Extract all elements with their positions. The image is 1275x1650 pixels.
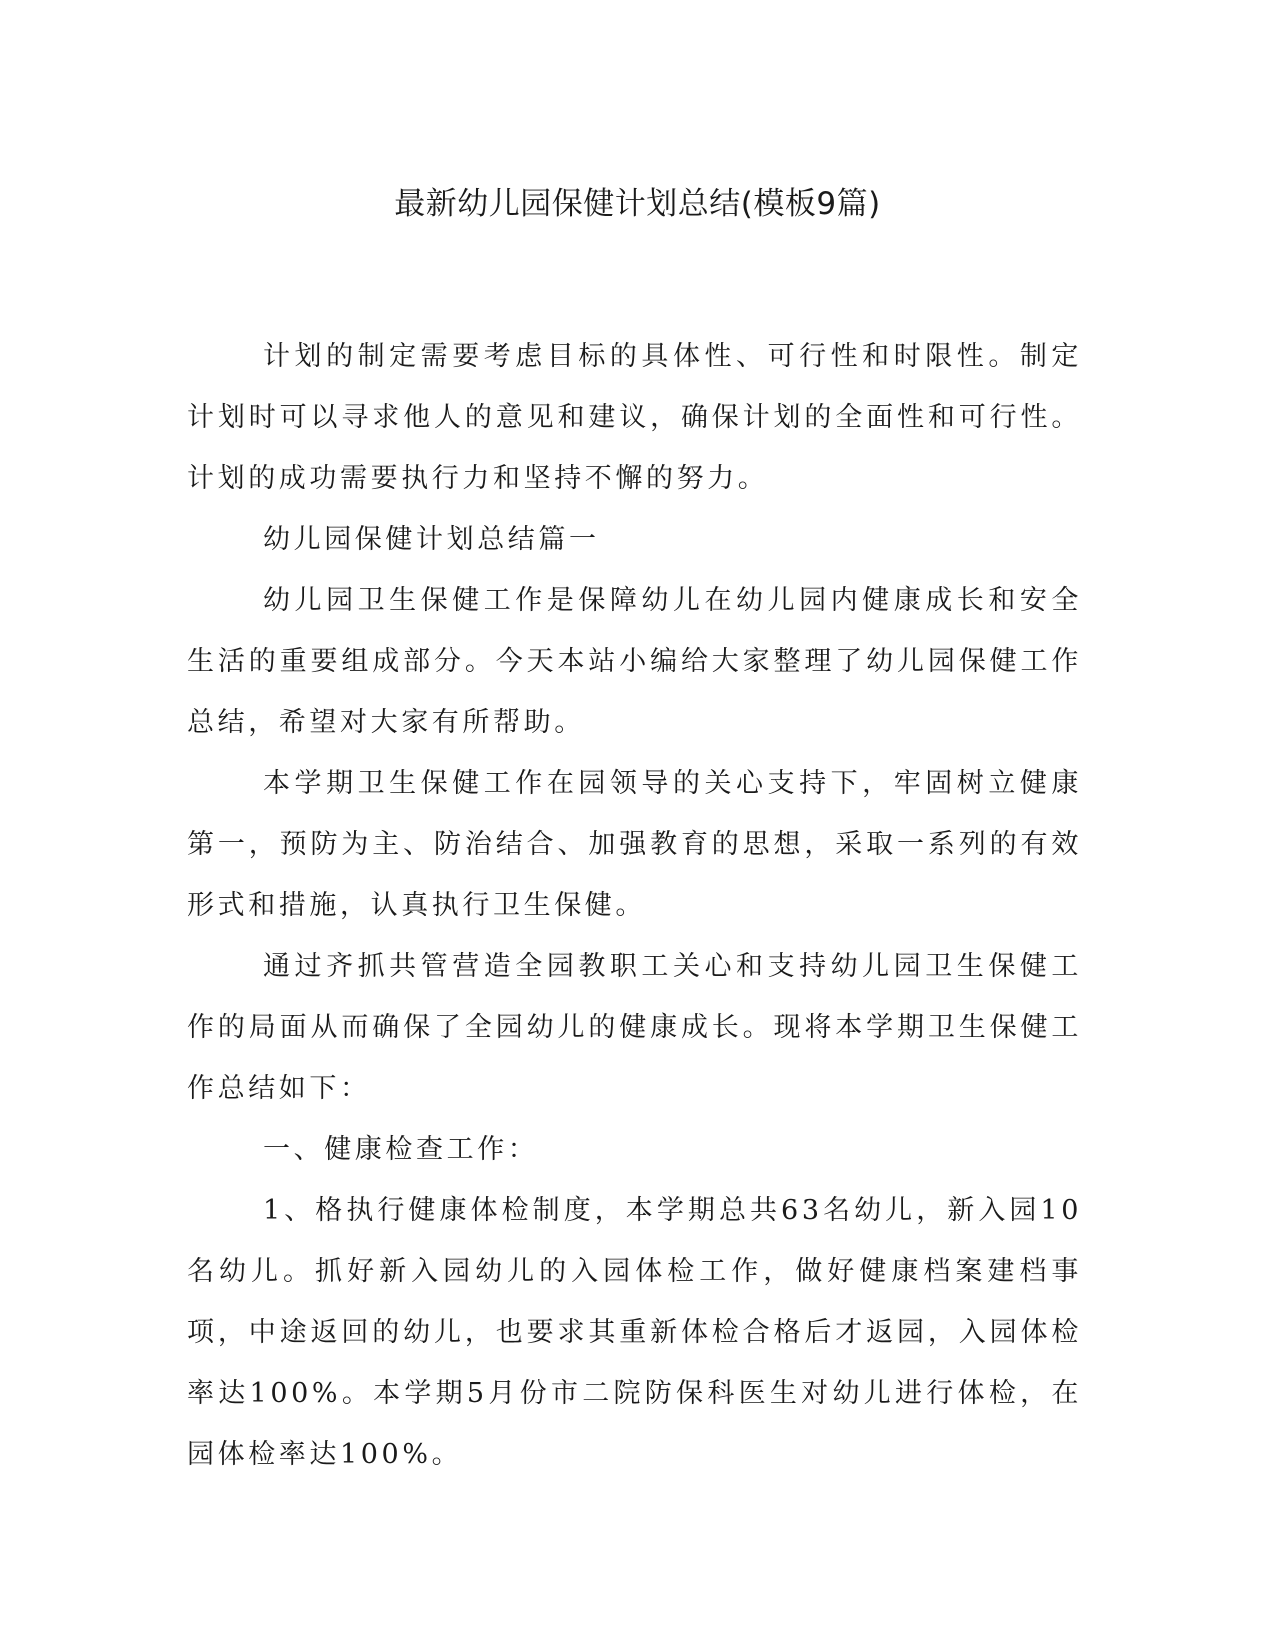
paragraph: 通过齐抓共管营造全园教职工关心和支持幼儿园卫生保健工作的局面从而确保了全园幼儿的健康成长。现将本学期卫生保健工作总结如下： <box>187 951 1082 1104</box>
section-heading-part-one: 幼儿园保健计划总结篇一 <box>263 524 600 555</box>
paragraph-item-1: 1、格执行健康体检制度，本学期总共63名幼儿，新入园10名幼儿。抓好新入园幼儿的入园体检工作，做好健康档案建档事项，中途返回的幼儿，也要求其重新体检合格后才返园，入园体检率达100%。本学期5月份市二院防保科医生对幼儿进行体检，在园体检率达100%。 <box>187 1195 1082 1470</box>
document-body <box>187 326 1082 1485</box>
paragraph: 本学期卫生保健工作在园领导的关心支持下，牢固树立健康第一，预防为主、防治结合、加强教育的思想，采取一系列的有效形式和措施，认真执行卫生保健。 <box>187 768 1082 921</box>
subsection-heading-health-check: 一、健康检查工作： <box>263 1134 539 1165</box>
paragraph-intro: 计划的制定需要考虑目标的具体性、可行性和时限性。制定计划时可以寻求他人的意见和建议，确保计划的全面性和可行性。计划的成功需要执行力和坚持不懈的努力。 <box>187 341 1082 494</box>
document-title: 最新幼儿园保健计划总结(模板9篇) <box>394 186 881 222</box>
paragraph: 幼儿园卫生保健工作是保障幼儿在幼儿园内健康成长和安全生活的重要组成部分。今天本站小编给大家整理了幼儿园保健工作总结，希望对大家有所帮助。 <box>187 585 1082 738</box>
